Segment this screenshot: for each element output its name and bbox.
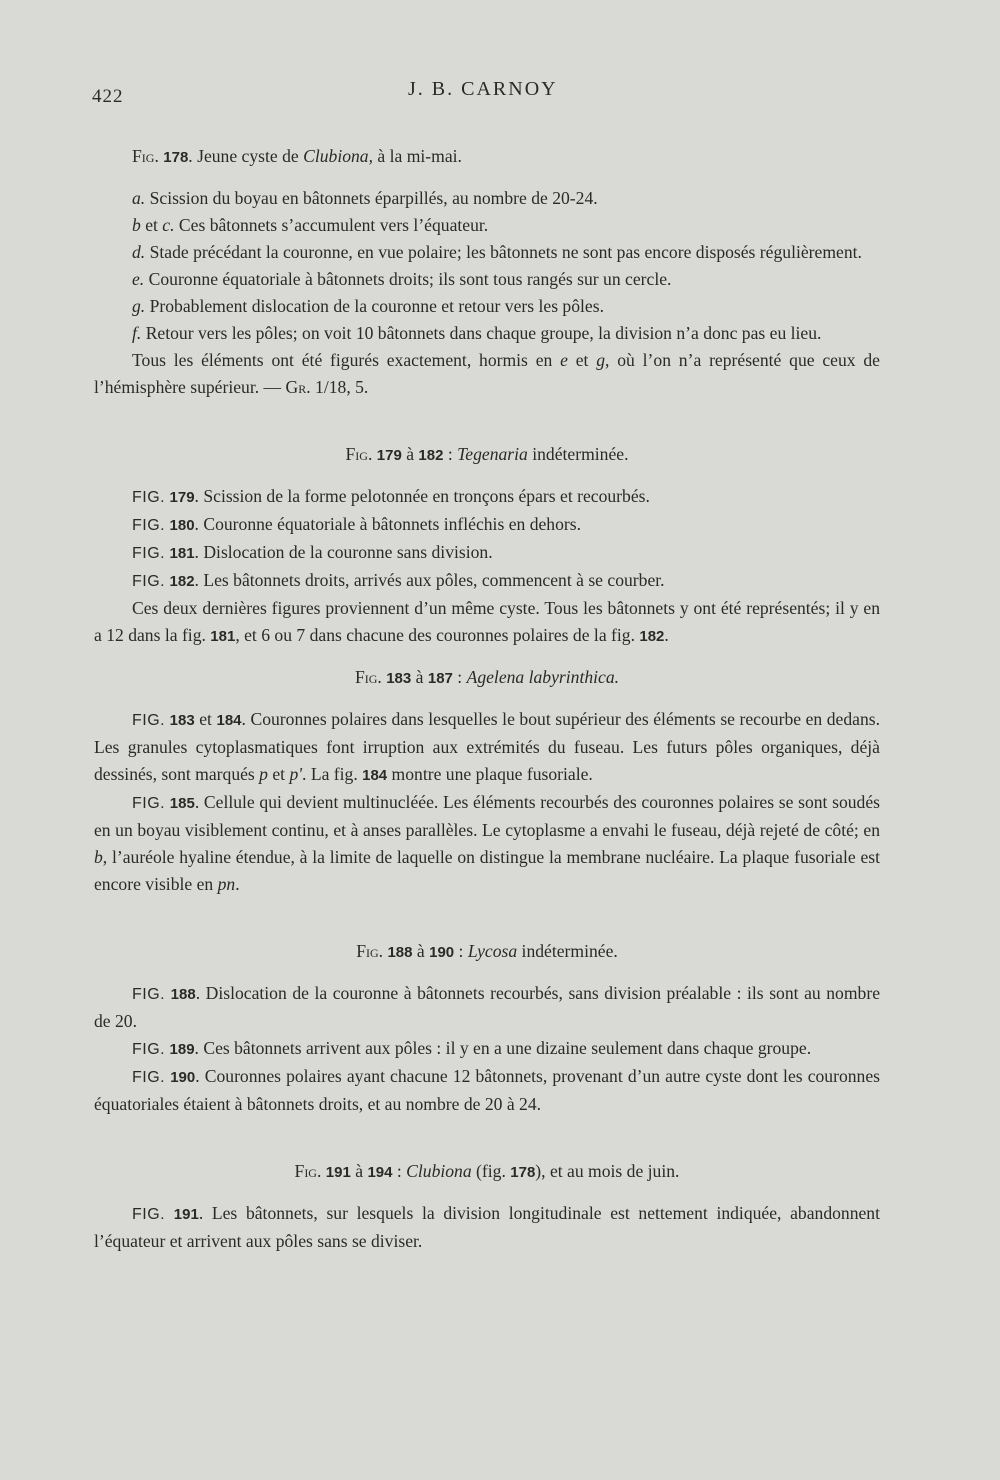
para-text: et [267, 764, 290, 784]
note-text: , et 6 ou 7 dans chacune des couronnes polaires de la fig. [235, 625, 640, 645]
para-text: . Cellule qui devient multinucléée. Les éléments recourbés des couronnes polaires se sont soudés en un boyau visiblement continu, et à anses parallèles. Le cytoplasme a envahi le fuseau, déjà rejeté de côté; en [94, 792, 880, 840]
item-text: Scission du boyau en bâtonnets éparpillés, au nombre de 20-24. [145, 188, 598, 208]
item-text: . Dislocation de la couronne à bâtonnets recourbés, sans division préalable : ils sont au nombre de 20. [94, 983, 880, 1031]
fig-179-182-note [94, 595, 880, 650]
genus-name: Tegenaria [457, 444, 528, 464]
section-heading-179 [94, 441, 880, 469]
note-text: et [567, 350, 597, 370]
fig-label: FIG. [132, 489, 166, 506]
note-letter: e [560, 350, 568, 370]
item-text: . Couronne équatoriale à bâtonnets infléchis en dehors. [194, 514, 581, 534]
item-letter: e. [132, 269, 145, 289]
fig-number: 182 [169, 573, 195, 590]
fig-label: Fig. [356, 941, 384, 961]
running-title: J. B. CARNOY [408, 78, 558, 100]
fig-number: 181 [210, 628, 236, 645]
note-text: , où l’on n’a représenté que ceux de l’hémisphère supérieur. — [94, 350, 880, 397]
fig-182-item [94, 567, 880, 595]
para-text: . [235, 874, 240, 894]
fig-number: 190 [429, 944, 455, 961]
para-text: . La fig. [302, 764, 363, 784]
fig-number: 183 [386, 670, 412, 687]
fig-number: 183 [169, 712, 195, 729]
heading-text: ), et au mois de juin. [535, 1161, 680, 1181]
note-text: Tous les éléments ont été figurés exactement, hormis en [132, 350, 561, 370]
item-text: . Les bâtonnets droits, arrivés aux pôles, commencent à se courber. [194, 570, 665, 590]
item-bc [94, 212, 880, 239]
heading-text: : [392, 1161, 407, 1181]
fig-number: 178 [163, 149, 189, 166]
fig-label: Fig. [354, 667, 382, 687]
fig-label: FIG. [132, 795, 166, 812]
para-text: , l’auréole hyaline étendue, à la limite de laquelle on distingue la membrane nucléaire. La plaque fusoriale est encore visible en [94, 847, 880, 894]
item-letter: a. [132, 188, 146, 208]
fig-181-item [94, 539, 880, 567]
section-heading-183 [94, 664, 880, 692]
genus-name: Clubiona, [303, 146, 374, 166]
caption-text: . Jeune cyste de [188, 146, 304, 166]
page-header [0, 78, 1000, 108]
fig-178-caption [94, 143, 880, 171]
pole-label: p' [289, 764, 303, 784]
heading-text: : [443, 444, 458, 464]
heading-text: indéterminée. [517, 941, 618, 961]
fig-label: FIG. [132, 1041, 166, 1058]
fig-number: 179 [376, 447, 402, 464]
heading-text: à [411, 667, 428, 687]
note-letter: g [596, 350, 606, 370]
heading-text: indéterminée. [527, 444, 629, 464]
fig-179-item [94, 483, 880, 511]
item-letter: g. [132, 296, 146, 316]
fig-label: FIG. [132, 573, 166, 590]
fig-number: 180 [169, 517, 195, 534]
fig-number: 184 [216, 712, 242, 729]
fig-number: 178 [510, 1164, 536, 1181]
item-text: . Scission de la forme pelotonnée en tronçons épars et recourbés. [194, 486, 650, 506]
region-label: pn [217, 874, 236, 894]
item-text: . Ces bâtonnets arrivent aux pôles : il y en a une dizaine seulement dans chaque groupe. [194, 1038, 812, 1058]
fig-185-paragraph [94, 789, 880, 898]
heading-text: à [350, 1161, 368, 1181]
fig-label: FIG. [132, 712, 166, 729]
item-text: Retour vers les pôles; on voit 10 bâtonnets dans chaque groupe, la division n’a donc pas eu lieu. [141, 323, 822, 343]
heading-text: à [401, 444, 419, 464]
page-body [94, 143, 880, 1255]
item-text: Stade précédant la couronne, en vue polaire; les bâtonnets ne sont pas encore disposés régulièrement. [145, 242, 862, 262]
fig-number: 184 [362, 767, 388, 784]
fig-191-item [94, 1200, 880, 1255]
section-heading-191 [94, 1158, 880, 1186]
heading-text: à [412, 941, 430, 961]
note-text: Ces deux dernières figures proviennent d’un même cyste. Tous les bâtonnets y ont été représentés; il y en a 12 dans la fig. [94, 598, 880, 645]
item-text: . Les bâtonnets, sur lesquels la division longitudinale est nettement indiquée, abandonnent l’équateur et arrivent aux pôles sans se diviser. [94, 1203, 880, 1251]
fig-189-item [94, 1035, 880, 1063]
magnification-label: Gr. [285, 377, 311, 397]
item-text: et [140, 215, 163, 235]
fig-number: 188 [170, 986, 196, 1003]
fig-183-184-paragraph [94, 706, 880, 789]
fig-label: FIG. [132, 986, 166, 1003]
genus-name: Lycosa [467, 941, 518, 961]
fig-number: 191 [173, 1206, 199, 1223]
fig-188-item [94, 980, 880, 1035]
fig-number: 189 [169, 1041, 195, 1058]
page-number: 422 [92, 86, 124, 107]
note-text: . [664, 625, 669, 645]
fig-label: Fig. [132, 146, 159, 166]
item-g [94, 293, 880, 320]
fig-label: FIG. [132, 545, 166, 562]
heading-text: (fig. [471, 1161, 511, 1181]
item-letter: c. [162, 215, 175, 235]
heading-text: : [452, 667, 467, 687]
fig-number: 185 [169, 795, 195, 812]
item-text: . Couronnes polaires ayant chacune 12 bâtonnets, provenant d’un autre cyste dont les couronnes équatoriales étaient à bâtonnets droits, et au nombre de 20 à 24. [94, 1066, 880, 1114]
para-text: montre une plaque fusoriale. [387, 764, 593, 784]
genus-name: Clubiona [406, 1161, 472, 1181]
heading-text: : [454, 941, 468, 961]
item-f [94, 320, 880, 347]
item-text: Probablement dislocation de la couronne et retour vers les pôles. [145, 296, 604, 316]
species-name: Agelena labyrinthica. [466, 667, 620, 687]
pole-label: p [259, 764, 268, 784]
section-heading-188 [94, 938, 880, 966]
item-d [94, 239, 880, 266]
fig-label: FIG. [132, 1206, 166, 1223]
item-text: . Dislocation de la couronne sans division. [194, 542, 493, 562]
fig-label: Fig. [345, 444, 373, 464]
item-text: Couronne équatoriale à bâtonnets droits; ils sont tous rangés sur un cercle. [144, 269, 672, 289]
caption-text: à la mi-mai. [373, 146, 462, 166]
item-text: Ces bâtonnets s’accumulent vers l’équateur. [174, 215, 489, 235]
fig-number: 190 [170, 1069, 196, 1086]
item-letter: d. [132, 242, 146, 262]
note-text: 1/18, 5. [310, 377, 369, 397]
fig-number: 188 [387, 944, 413, 961]
fig-number: 187 [427, 670, 453, 687]
fig-190-item [94, 1063, 880, 1118]
para-text: . Couronnes polaires dans lesquelles le bout supérieur des éléments se recourbe en dedans. Les granules cytoplasmatiques font irruption aux extrémités du fuseau. Les futurs pôles organiques, déjà dessinés, sont marqués [94, 709, 880, 784]
fig-number: 194 [367, 1164, 393, 1181]
item-letter: f. [132, 323, 142, 343]
fig-number: 182 [639, 628, 665, 645]
fig-number: 191 [325, 1164, 351, 1181]
para-text: et [194, 709, 217, 729]
item-e [94, 266, 880, 293]
fig-number: 182 [418, 447, 444, 464]
region-label: b [94, 847, 103, 867]
fig-label: FIG. [132, 1069, 166, 1086]
fig-180-item [94, 511, 880, 539]
fig-178-note [94, 347, 880, 401]
fig-number: 181 [169, 545, 195, 562]
fig-label: FIG. [132, 517, 166, 534]
item-letter: b [132, 215, 141, 235]
item-a [94, 185, 880, 212]
fig-number: 179 [169, 489, 195, 506]
fig-label: Fig. [294, 1161, 322, 1181]
